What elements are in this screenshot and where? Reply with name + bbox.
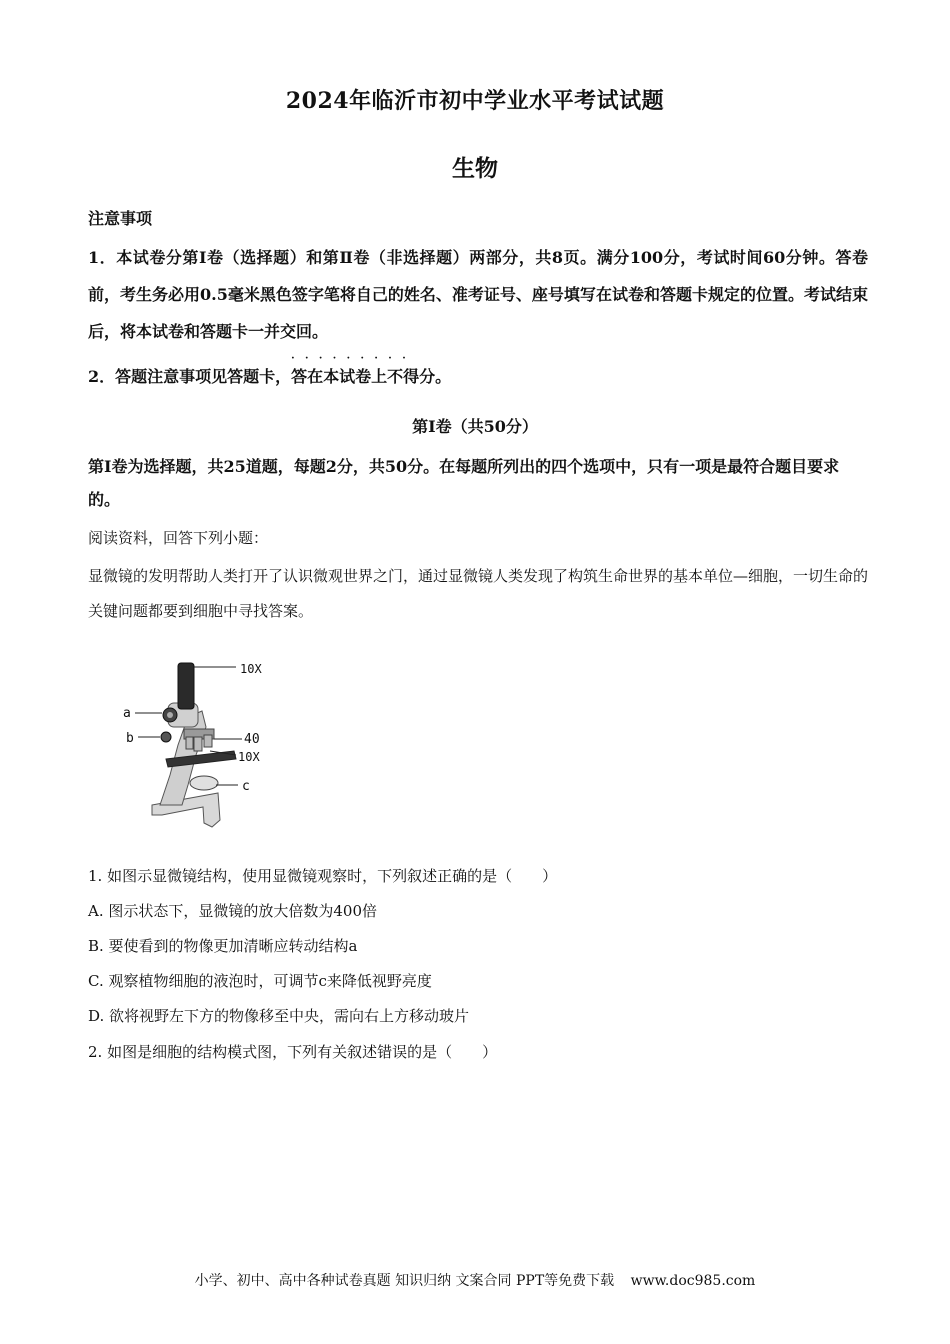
microscope-figure	[118, 655, 288, 830]
question-1-option-c: C. 观察植物细胞的液泡时，可调节c来降低视野亮度	[88, 972, 432, 990]
question-1-option-b: B. 要使看到的物像更加清晰应转动结构a	[88, 937, 358, 955]
note-item-2-pre: 2．答题注意事项见答题卡，	[88, 367, 292, 386]
note-item-2	[88, 353, 868, 387]
label-b: b	[126, 731, 134, 746]
subject-title: 生物	[452, 155, 498, 182]
label-eyepiece: 10X	[240, 662, 262, 676]
footer-text: 小学、初中、高中各种试卷真题 知识归纳 文案合同 PPT等免费下载	[194, 1273, 615, 1289]
microscope-drawing	[118, 655, 288, 830]
emphasis-dots: ·········	[291, 353, 417, 364]
label-objective-10x: 10X	[238, 750, 260, 764]
question-1: 1. 如图示显微镜结构，使用显微镜观察时，下列叙述正确的是（ ）	[88, 867, 558, 885]
material-text: 显微镜的发明帮助人类打开了认识微观世界之门，通过显微镜人类发现了构筑生命世界的基本单位—细胞，一切生命的关键问题都要到细胞中寻找答案。	[88, 567, 869, 620]
material-intro: 阅读资料，回答下列小题：	[88, 529, 269, 547]
section-description: 第Ⅰ卷为选择题，共25道题，每题2分，共50分。在每题所列出的四个选项中，只有一项是最符合题目要求的。	[88, 457, 840, 509]
question-1-option-d: D. 欲将视野左下方的物像移至中央，需向右上方移动玻片	[88, 1007, 470, 1025]
question-1-option-a: A. 图示状态下，显微镜的放大倍数为400倍	[88, 902, 378, 920]
label-c: c	[242, 779, 250, 794]
emphasized-text	[291, 353, 436, 387]
note-item-2-post: 。	[435, 367, 452, 386]
label-a: a	[123, 706, 131, 721]
label-objective-40: 40	[244, 732, 260, 747]
section-title: 第Ⅰ卷（共50分）	[412, 417, 538, 436]
footer-url[interactable]: www.doc985.com	[630, 1273, 756, 1289]
emphasized-text-label: 答在本试卷上不得分	[291, 367, 436, 386]
question-2: 2. 如图是细胞的结构模式图，下列有关叙述错误的是（ ）	[88, 1043, 498, 1061]
exam-title: 2024年临沂市初中学业水平考试试题	[285, 88, 665, 114]
page-footer	[0, 1270, 950, 1290]
notes-heading: 注意事项	[88, 209, 153, 228]
note-item-1: 1．本试卷分第Ⅰ卷（选择题）和第Ⅱ卷（非选择题）两部分，共8页。满分100分，考试时间60分钟。答卷前，考生务必用0.5毫米黑色签字笔将自己的姓名、准考证号、座号填写在试卷和答题卡规定的位置。考试结束后，将本试卷和答题卡一并交回。	[88, 248, 868, 341]
